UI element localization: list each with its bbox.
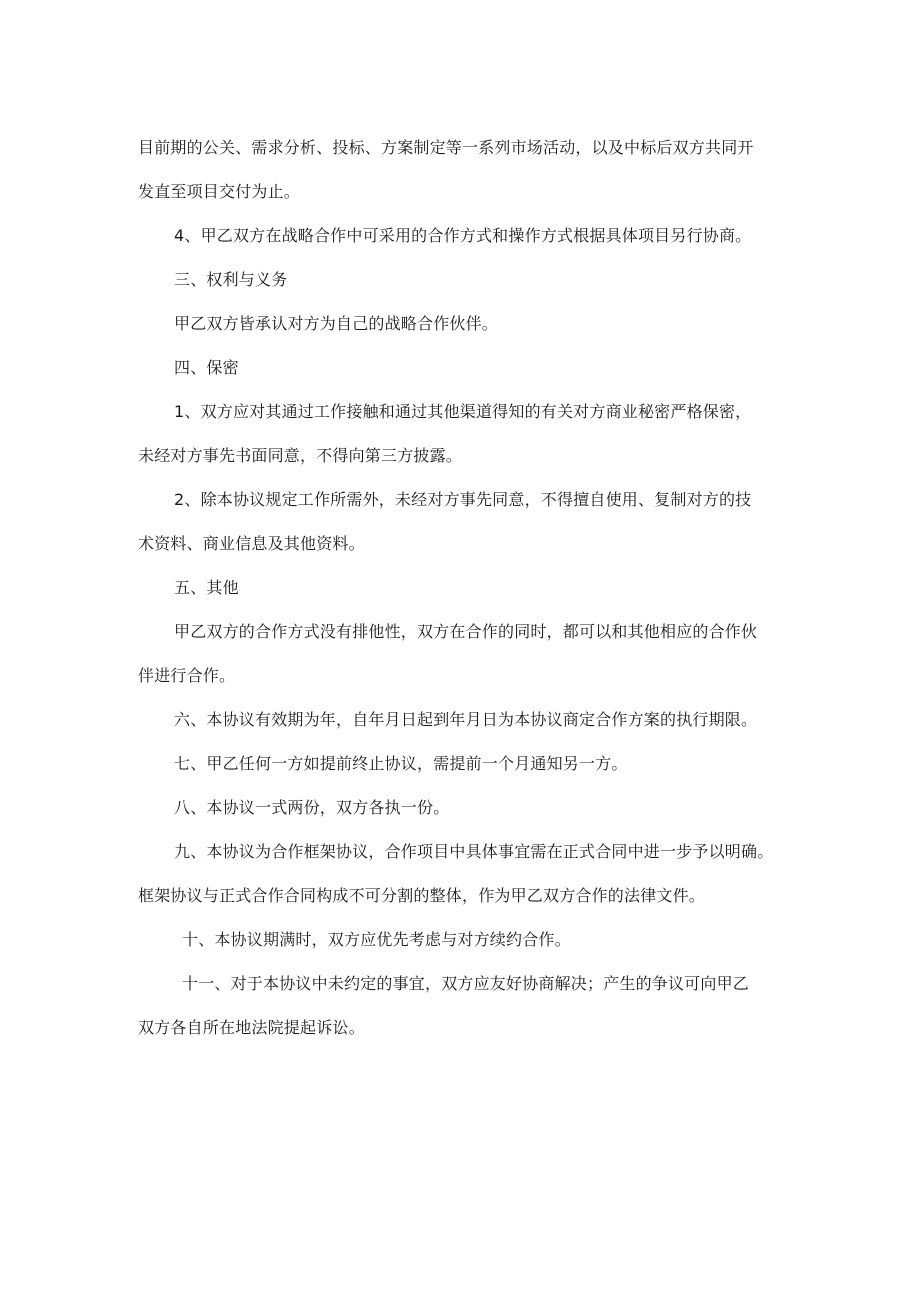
text-line: 1、双方应对其通过工作接触和通过其他渠道得知的有关对方商业秘密严格保密，: [174, 402, 752, 421]
text-line: 目前期的公关、需求分析、投标、方案制定等一系列市场活动，以及中标后双方共同开: [138, 138, 754, 157]
text-line: 甲乙双方的合作方式没有排他性，双方在合作的同时，都可以和其他相应的合作伙: [174, 622, 758, 641]
section-heading: 三、权利与义务: [174, 270, 288, 289]
text-line: 十一、对于本协议中未约定的事宜，双方应友好协商解决；产生的争议可向甲乙: [182, 974, 750, 993]
text-line: 双方各自所在地法院提起诉讼。: [138, 1018, 365, 1037]
text-line: 九、本协议为合作框架协议，合作项目中具体事宜需在正式合同中进一步予以明确。: [174, 842, 774, 861]
text-line: 十、本协议期满时，双方应优先考虑与对方续约合作。: [182, 930, 571, 949]
text-line: 未经对方事先书面同意，不得向第三方披露。: [138, 446, 463, 465]
text-line: 八、本协议一式两份，双方各执一份。: [174, 798, 450, 817]
text-line: 术资料、商业信息及其他资料。: [138, 534, 365, 553]
section-heading: 五、其他: [174, 578, 239, 597]
text-line: 4、甲乙双方在战略合作中可采用的合作方式和操作方式根据具体项目另行协商。: [174, 226, 752, 245]
text-line: 发直至项目交付为止。: [138, 182, 301, 201]
text-line: 伴进行合作。: [138, 666, 236, 685]
text-line: 七、甲乙任何一方如提前终止协议，需提前一个月通知另一方。: [174, 754, 628, 773]
text-line: 框架协议与正式合作合同构成不可分割的整体，作为甲乙双方合作的法律文件。: [138, 886, 706, 905]
text-line: 甲乙双方皆承认对方为自己的战略合作伙伴。: [174, 314, 499, 333]
section-heading: 四、保密: [174, 358, 239, 377]
text-line: 六、本协议有效期为年，自年月日起到年月日为本协议商定合作方案的执行期限。: [174, 710, 758, 729]
text-line: 2、除本协议规定工作所需外，未经对方事先同意，不得擅自使用、复制对方的技: [174, 490, 752, 509]
